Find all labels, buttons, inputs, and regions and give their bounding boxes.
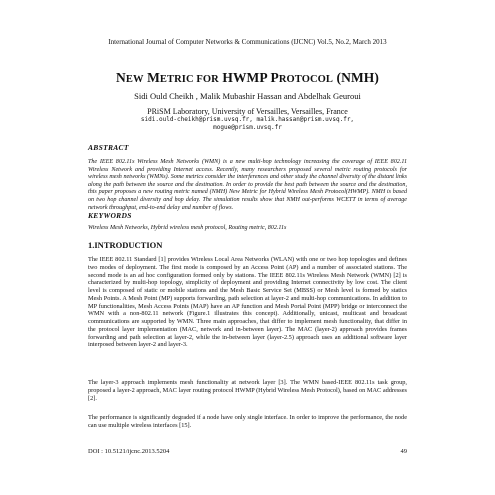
title-part: HWMP bbox=[222, 70, 267, 85]
intro-paragraph-3: The performance is significantly degraded if a node have only single interface. In order to improve the performance, the node can use multiple wireless interfaces [15]. bbox=[88, 414, 407, 429]
author-emails bbox=[60, 116, 435, 132]
intro-paragraph-1: The IEEE 802.11 Standard [1] provides Wireless Local Area Networks (WLAN) with one or two hop topologies and defines two modes of deployment. The first mode is composed by an Access Point (AP) and a number of associated stations. The second mode is an ad hoc configuration formed only by stations. The IEEE 802.11s Wireless Mesh Network (WMN) [2] is characterized by multi-hop topology, simplicity of deployment and providing Internet connectivity by low cost. The client level is composed of static or mobile stations and the Mesh Basic Service Set (MBSS) or Mesh level is formed by statics Mesh Points. A Mesh Point (MP) supports forwarding, path selection at layer-2 and multi-hop communications. In addition to MP functionalities, Mesh Access Points (MAP) have an AP function and Mesh Portal Point (MPP) bridge or interconnect the WMN with a non-802.11 network (Figure.1 illustrates this concept). Additionally, unicast, multicast and broadcast communications are supported by WMN. Three main approaches, that differ to implement mesh functionality, that differ in the protocol layer implementation (MAC, network and in-between layer). The MAC (layer-2) approach provides frames forwarding and path selection at layer-2, while the in-between layer (layer-2.5) approach uses an additional software layer interposed between layer-2 and layer-3. bbox=[88, 256, 407, 349]
keywords-heading: KEYWORDS bbox=[88, 211, 132, 220]
intro-paragraph-2: The layer-3 approach implements mesh functionality at network layer [3]. The WMN based-IEEE 802.11s task group, proposed a layer-2 approach, MAC layer routing protocol HWMP (Hybrid Wireless Mesh Protocol), based on MAC addresses [2]. bbox=[88, 379, 407, 402]
keywords-text: Wireless Mesh Networks, Hybrid wireless mesh protocol, Routing metric, 802.11s bbox=[88, 225, 287, 231]
email-line: sidi.ould-cheikh@prism.uvsq.fr, malik.hassan@prism.uvsq.fr, bbox=[140, 116, 355, 123]
title-part: N bbox=[116, 70, 126, 85]
affiliation: PRiSM Laboratory, University of Versailles, Versailles, France bbox=[147, 107, 348, 116]
page-number: 49 bbox=[400, 448, 407, 455]
introduction-heading: 1.INTRODUCTION bbox=[88, 240, 163, 250]
title-part: (NMH) bbox=[336, 70, 379, 85]
abstract-heading: ABSTRACT bbox=[88, 143, 129, 152]
title-part: M bbox=[147, 70, 160, 85]
title-part: ROTOCOL bbox=[278, 74, 334, 85]
title-part: EW bbox=[125, 74, 144, 85]
paper-title bbox=[60, 70, 435, 86]
doi: DOI : 10.5121/ijcnc.2013.5204 bbox=[88, 448, 170, 455]
abstract-text: The IEEE 802.11s Wireless Mesh Networks (WMN) is a new multi-hop technology increasing the coverage of IEEE 802.11 Wireless Network and providing Internet access. Recently, many researchers proposed several metric routing protocols for wireless mesh networks (WMNs). Some metrics consider the interferences and other study the channel diversity of the distant links along the path between the source and the destination. In order to provide the best path between the source and the destination, this paper proposes a new routing metric named (NMH) New Metric for Hybrid Wireless Mesh Protocol(HWMP). NMH is based on two hop channel diversity and hop delay. The simulation results show that NMH out-performs WCETT in terms of average network throughput, end-to-end delay and number of flows. bbox=[88, 159, 407, 211]
authors: Sidi Ould Cheikh , Malik Mubashir Hassan and Abdelhak Geuroui bbox=[134, 91, 361, 101]
email-line: mogue@prism.uvsq.fr bbox=[213, 124, 282, 131]
title-part: P bbox=[270, 70, 279, 85]
journal-header: International Journal of Computer Networks & Communications (IJCNC) Vol.5, No.2, March 2013 bbox=[108, 38, 387, 46]
page-footer bbox=[88, 448, 407, 455]
title-part: ETRIC FOR bbox=[159, 74, 219, 85]
